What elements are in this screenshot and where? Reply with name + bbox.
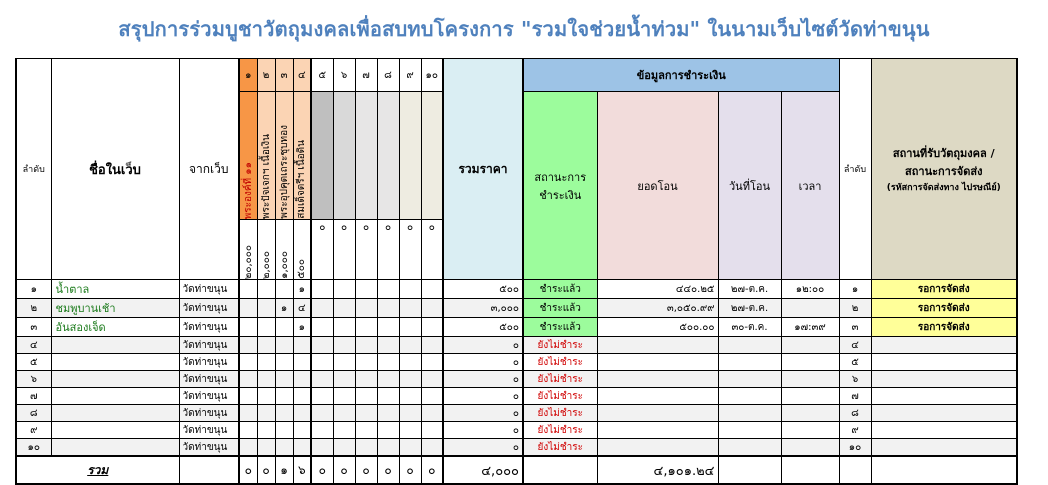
row-qty-9 xyxy=(399,371,421,388)
row-qty-5 xyxy=(311,371,333,388)
row-qty-9 xyxy=(399,337,421,354)
row-qty-10 xyxy=(421,299,443,318)
item-num-5: ๕ xyxy=(311,59,333,92)
row-web-name: น้ำตาล xyxy=(51,280,179,299)
row-qty-6 xyxy=(333,439,355,457)
row-total-price: ๐ xyxy=(443,422,523,439)
row-qty-1 xyxy=(239,405,257,422)
row-order: ๑ xyxy=(16,280,51,299)
row-qty-6 xyxy=(333,388,355,405)
item-num-10: ๑๐ xyxy=(421,59,443,92)
item-price-4: ๕๐๐ xyxy=(293,220,311,280)
row-qty-9 xyxy=(399,405,421,422)
row-qty-8 xyxy=(377,354,399,371)
row-qty-3 xyxy=(275,318,293,337)
row-qty-4 xyxy=(293,439,311,457)
row-qty-10 xyxy=(421,439,443,457)
row-qty-1 xyxy=(239,299,257,318)
row-payment-status: ยังไม่ชำระ xyxy=(523,439,597,457)
totals-amount: ๔,๑๐๑.๒๔ xyxy=(597,456,718,484)
row-delivery-status xyxy=(871,422,1017,439)
row-order-right: ๒ xyxy=(839,299,871,318)
row-qty-3 xyxy=(275,388,293,405)
table-row xyxy=(16,337,1017,354)
totals-q-2: ๐ xyxy=(257,456,275,484)
row-qty-2 xyxy=(257,318,275,337)
row-qty-2 xyxy=(257,354,275,371)
item-price-9: ๐ xyxy=(399,220,421,280)
row-total-price: ๐ xyxy=(443,405,523,422)
row-delivery-status: รอการจัดส่ง xyxy=(871,280,1017,299)
row-qty-8 xyxy=(377,439,399,457)
row-qty-7 xyxy=(355,299,377,318)
row-qty-10 xyxy=(421,422,443,439)
table-row xyxy=(16,388,1017,405)
item-num-2: ๒ xyxy=(257,59,275,92)
row-total-price: ๐ xyxy=(443,337,523,354)
row-qty-5 xyxy=(311,318,333,337)
item-price-6: ๐ xyxy=(333,220,355,280)
row-total-price: ๐ xyxy=(443,388,523,405)
row-from-web: วัดท่าขนุน xyxy=(179,422,239,439)
row-qty-5 xyxy=(311,299,333,318)
row-qty-4 xyxy=(293,405,311,422)
row-qty-1 xyxy=(239,354,257,371)
row-order: ๙ xyxy=(16,422,51,439)
row-web-name xyxy=(51,388,179,405)
row-qty-2 xyxy=(257,388,275,405)
totals-delivery-empty xyxy=(871,456,1017,484)
row-qty-4: ๔ xyxy=(293,299,311,318)
row-order: ๔ xyxy=(16,337,51,354)
row-from-web: วัดท่าขนุน xyxy=(179,405,239,422)
item-price-10: ๐ xyxy=(421,220,443,280)
row-transfer-amount xyxy=(597,388,718,405)
row-payment-status: ยังไม่ชำระ xyxy=(523,405,597,422)
header-web-name: ชื่อในเว็บ xyxy=(51,59,179,280)
row-delivery-status: รอการจัดส่ง xyxy=(871,318,1017,337)
totals-q-5: ๐ xyxy=(311,456,333,484)
row-qty-2 xyxy=(257,280,275,299)
row-transfer-amount xyxy=(597,337,718,354)
row-web-name xyxy=(51,371,179,388)
row-total-price: ๕๐๐ xyxy=(443,318,523,337)
row-qty-3 xyxy=(275,371,293,388)
row-time xyxy=(781,299,839,318)
row-transfer-amount: ๕๐๐.๐๐ xyxy=(597,318,718,337)
row-qty-8 xyxy=(377,371,399,388)
item-price-1: ๒๐,๐๐๐ xyxy=(239,220,257,280)
row-payment-status: ยังไม่ชำระ xyxy=(523,354,597,371)
header-transfer-amount: ยอดโอน xyxy=(597,92,718,280)
row-qty-1 xyxy=(239,371,257,388)
row-qty-2 xyxy=(257,439,275,457)
row-qty-9 xyxy=(399,422,421,439)
row-from-web: วัดท่าขนุน xyxy=(179,371,239,388)
row-payment-status: ชำระแล้ว xyxy=(523,280,597,299)
item-name-5 xyxy=(311,92,333,220)
header-delivery-title: สถานที่รับวัตถุมงคล / สถานะการจัดส่ง xyxy=(892,147,995,178)
row-qty-9 xyxy=(399,354,421,371)
row-qty-9 xyxy=(399,318,421,337)
item-num-3: ๓ xyxy=(275,59,293,92)
row-qty-3: ๑ xyxy=(275,299,293,318)
totals-order-empty xyxy=(839,456,871,484)
row-order: ๗ xyxy=(16,388,51,405)
table-row xyxy=(16,280,1017,299)
row-qty-5 xyxy=(311,439,333,457)
row-transfer-date xyxy=(718,354,781,371)
item-name-10 xyxy=(421,92,443,220)
row-payment-status: ยังไม่ชำระ xyxy=(523,371,597,388)
row-transfer-date xyxy=(718,371,781,388)
item-num-1: ๑ xyxy=(239,59,257,92)
row-qty-8 xyxy=(377,388,399,405)
row-qty-10 xyxy=(421,354,443,371)
totals-q-8: ๐ xyxy=(377,456,399,484)
row-delivery-status xyxy=(871,337,1017,354)
row-order: ๖ xyxy=(16,371,51,388)
row-qty-6 xyxy=(333,371,355,388)
header-payment-status: สถานะการชำระเงิน xyxy=(523,92,597,280)
row-order: ๒ xyxy=(16,299,51,318)
row-qty-3 xyxy=(275,439,293,457)
row-qty-8 xyxy=(377,299,399,318)
row-total-price: ๐ xyxy=(443,371,523,388)
row-qty-4: ๑ xyxy=(293,280,311,299)
row-total-price: ๕๐๐ xyxy=(443,280,523,299)
row-qty-7 xyxy=(355,439,377,457)
row-time: ๑๒:๐๐ xyxy=(781,280,839,299)
header-time: เวลา xyxy=(781,92,839,280)
header-order-right: ลำดับ xyxy=(839,59,871,280)
item-price-5: ๐ xyxy=(311,220,333,280)
header-order: ลำดับ xyxy=(16,59,51,280)
row-time xyxy=(781,371,839,388)
header-payment-info: ข้อมูลการชำระเงิน xyxy=(523,59,839,92)
item-num-7: ๗ xyxy=(355,59,377,92)
totals-price: ๔,๐๐๐ xyxy=(443,456,523,484)
totals-q-6: ๐ xyxy=(333,456,355,484)
row-qty-7 xyxy=(355,405,377,422)
row-qty-8 xyxy=(377,405,399,422)
row-transfer-date: ๒๗-ต.ค. xyxy=(718,299,781,318)
summary-table-wrap xyxy=(15,58,1018,485)
item-num-4: ๔ xyxy=(293,59,311,92)
row-transfer-date xyxy=(718,439,781,457)
row-qty-10 xyxy=(421,337,443,354)
row-qty-6 xyxy=(333,337,355,354)
item-price-8: ๐ xyxy=(377,220,399,280)
item-price-2: ๒,๐๐๐ xyxy=(257,220,275,280)
row-qty-3 xyxy=(275,422,293,439)
row-qty-8 xyxy=(377,337,399,354)
row-qty-2 xyxy=(257,422,275,439)
row-qty-6 xyxy=(333,280,355,299)
row-order-right: ๑ xyxy=(839,280,871,299)
row-payment-status: ยังไม่ชำระ xyxy=(523,422,597,439)
row-qty-5 xyxy=(311,337,333,354)
row-from-web: วัดท่าขนุน xyxy=(179,299,239,318)
row-order-right: ๖ xyxy=(839,371,871,388)
row-transfer-date xyxy=(718,405,781,422)
row-qty-3 xyxy=(275,280,293,299)
row-order: ๕ xyxy=(16,354,51,371)
row-qty-2 xyxy=(257,299,275,318)
totals-q-3: ๑ xyxy=(275,456,293,484)
row-qty-8 xyxy=(377,318,399,337)
row-from-web: วัดท่าขนุน xyxy=(179,388,239,405)
row-order: ๑๐ xyxy=(16,439,51,457)
row-qty-5 xyxy=(311,405,333,422)
row-transfer-amount xyxy=(597,371,718,388)
row-qty-4 xyxy=(293,388,311,405)
row-qty-1 xyxy=(239,439,257,457)
row-transfer-date xyxy=(718,422,781,439)
totals-q-9: ๐ xyxy=(399,456,421,484)
row-qty-1 xyxy=(239,318,257,337)
totals-label: รวม xyxy=(16,456,179,484)
row-qty-8 xyxy=(377,422,399,439)
row-web-name: อันสองเจ็ด xyxy=(51,318,179,337)
row-qty-10 xyxy=(421,280,443,299)
totals-q-7: ๐ xyxy=(355,456,377,484)
row-from-web: วัดท่าขนุน xyxy=(179,337,239,354)
row-delivery-status xyxy=(871,371,1017,388)
row-transfer-amount xyxy=(597,354,718,371)
row-qty-3 xyxy=(275,337,293,354)
row-qty-9 xyxy=(399,280,421,299)
row-qty-6 xyxy=(333,299,355,318)
row-qty-10 xyxy=(421,405,443,422)
row-web-name xyxy=(51,405,179,422)
row-transfer-date xyxy=(718,337,781,354)
row-qty-4: ๑ xyxy=(293,318,311,337)
item-name-9 xyxy=(399,92,421,220)
row-time xyxy=(781,337,839,354)
row-qty-7 xyxy=(355,280,377,299)
row-qty-4 xyxy=(293,422,311,439)
row-qty-5 xyxy=(311,422,333,439)
header-delivery xyxy=(871,59,1017,280)
row-delivery-status xyxy=(871,405,1017,422)
row-transfer-date: ๒๗-ต.ค. xyxy=(718,280,781,299)
page-title: สรุปการร่วมบูชาวัตถุมงคลเพื่อสบทบโครงการ "รวมใจช่วยน้ำท่วม" ในนามเว็บไซต์วัดท่าขนุน xyxy=(118,17,930,41)
row-qty-4 xyxy=(293,337,311,354)
row-qty-2 xyxy=(257,371,275,388)
row-from-web: วัดท่าขนุน xyxy=(179,439,239,457)
totals-from-empty xyxy=(179,456,239,484)
item-num-8: ๘ xyxy=(377,59,399,92)
row-total-price: ๐ xyxy=(443,354,523,371)
row-qty-9 xyxy=(399,388,421,405)
item-name-3: พระอุปคุตเถระชุบทอง xyxy=(275,92,293,220)
row-qty-5 xyxy=(311,280,333,299)
row-transfer-date: ๓๐-ต.ค. xyxy=(718,318,781,337)
row-qty-9 xyxy=(399,439,421,457)
totals-q-4: ๖ xyxy=(293,456,311,484)
row-payment-status: ยังไม่ชำระ xyxy=(523,337,597,354)
row-qty-4 xyxy=(293,354,311,371)
row-qty-6 xyxy=(333,405,355,422)
row-qty-9 xyxy=(399,299,421,318)
row-qty-6 xyxy=(333,318,355,337)
row-time: ๑๗:๓๙ xyxy=(781,318,839,337)
row-total-price: ๓,๐๐๐ xyxy=(443,299,523,318)
totals-date-empty xyxy=(718,456,781,484)
totals-q-10: ๐ xyxy=(421,456,443,484)
row-qty-2 xyxy=(257,405,275,422)
table-row xyxy=(16,371,1017,388)
row-qty-5 xyxy=(311,388,333,405)
totals-time-empty xyxy=(781,456,839,484)
row-transfer-amount: ๓,๐๕๐.๙๙ xyxy=(597,299,718,318)
row-order: ๘ xyxy=(16,405,51,422)
row-web-name xyxy=(51,354,179,371)
row-web-name: ชมพูบานเช้า xyxy=(51,299,179,318)
item-name-8 xyxy=(377,92,399,220)
row-qty-10 xyxy=(421,371,443,388)
row-order-right: ๓ xyxy=(839,318,871,337)
row-qty-10 xyxy=(421,388,443,405)
item-price-3: ๑,๐๐๐ xyxy=(275,220,293,280)
row-qty-7 xyxy=(355,354,377,371)
row-transfer-amount xyxy=(597,422,718,439)
summary-table xyxy=(15,58,1018,485)
header-total-price: รวมราคา xyxy=(443,59,523,280)
row-qty-8 xyxy=(377,280,399,299)
table-row xyxy=(16,405,1017,422)
row-qty-2 xyxy=(257,337,275,354)
row-payment-status: ชำระแล้ว xyxy=(523,299,597,318)
item-num-6: ๖ xyxy=(333,59,355,92)
header-from-web: จากเว็บ xyxy=(179,59,239,280)
item-num-9: ๙ xyxy=(399,59,421,92)
table-row xyxy=(16,354,1017,371)
row-transfer-amount xyxy=(597,439,718,457)
row-order-right: ๘ xyxy=(839,405,871,422)
row-order-right: ๙ xyxy=(839,422,871,439)
row-delivery-status: รอการจัดส่ง xyxy=(871,299,1017,318)
row-from-web: วัดท่าขนุน xyxy=(179,354,239,371)
table-row xyxy=(16,318,1017,337)
row-delivery-status xyxy=(871,354,1017,371)
header-transfer-date: วันที่โอน xyxy=(718,92,781,280)
row-order-right: ๔ xyxy=(839,337,871,354)
row-time xyxy=(781,422,839,439)
item-name-1: พระองค์ที่ ๑๑ xyxy=(239,92,257,220)
row-order: ๓ xyxy=(16,318,51,337)
row-qty-7 xyxy=(355,422,377,439)
row-transfer-date xyxy=(718,388,781,405)
row-web-name xyxy=(51,422,179,439)
table-row xyxy=(16,439,1017,457)
row-qty-3 xyxy=(275,354,293,371)
row-qty-4 xyxy=(293,371,311,388)
item-name-7 xyxy=(355,92,377,220)
totals-q-1: ๐ xyxy=(239,456,257,484)
row-web-name xyxy=(51,439,179,457)
row-qty-1 xyxy=(239,337,257,354)
row-qty-5 xyxy=(311,354,333,371)
row-time xyxy=(781,388,839,405)
totals-status-empty xyxy=(523,456,597,484)
row-web-name xyxy=(51,337,179,354)
item-name-6 xyxy=(333,92,355,220)
row-order-right: ๕ xyxy=(839,354,871,371)
row-qty-6 xyxy=(333,354,355,371)
row-qty-10 xyxy=(421,318,443,337)
row-from-web: วัดท่าขนุน xyxy=(179,318,239,337)
row-order-right: ๗ xyxy=(839,388,871,405)
row-qty-1 xyxy=(239,388,257,405)
row-qty-1 xyxy=(239,280,257,299)
item-name-2: พระปัจเจกฯ เนื้อเงิน xyxy=(257,92,275,220)
row-qty-7 xyxy=(355,371,377,388)
table-row xyxy=(16,299,1017,318)
row-delivery-status xyxy=(871,388,1017,405)
row-payment-status: ยังไม่ชำระ xyxy=(523,388,597,405)
item-name-4: สมเด็จตรีฯ เนื้อดิน xyxy=(293,92,311,220)
item-price-7: ๐ xyxy=(355,220,377,280)
row-qty-7 xyxy=(355,337,377,354)
row-time xyxy=(781,439,839,457)
row-transfer-amount xyxy=(597,405,718,422)
row-total-price: ๐ xyxy=(443,439,523,457)
row-qty-3 xyxy=(275,405,293,422)
row-time xyxy=(781,405,839,422)
row-from-web: วัดท่าขนุน xyxy=(179,280,239,299)
row-order-right: ๑๐ xyxy=(839,439,871,457)
row-time xyxy=(781,354,839,371)
header-delivery-sub: (รหัสการจัดส่งทาง ไปรษณีย์) xyxy=(886,183,1001,193)
row-transfer-amount: ๔๔๐.๒๕ xyxy=(597,280,718,299)
row-qty-7 xyxy=(355,318,377,337)
row-payment-status: ชำระแล้ว xyxy=(523,318,597,337)
row-qty-6 xyxy=(333,422,355,439)
row-delivery-status xyxy=(871,439,1017,457)
table-row xyxy=(16,422,1017,439)
row-qty-7 xyxy=(355,388,377,405)
row-qty-1 xyxy=(239,422,257,439)
